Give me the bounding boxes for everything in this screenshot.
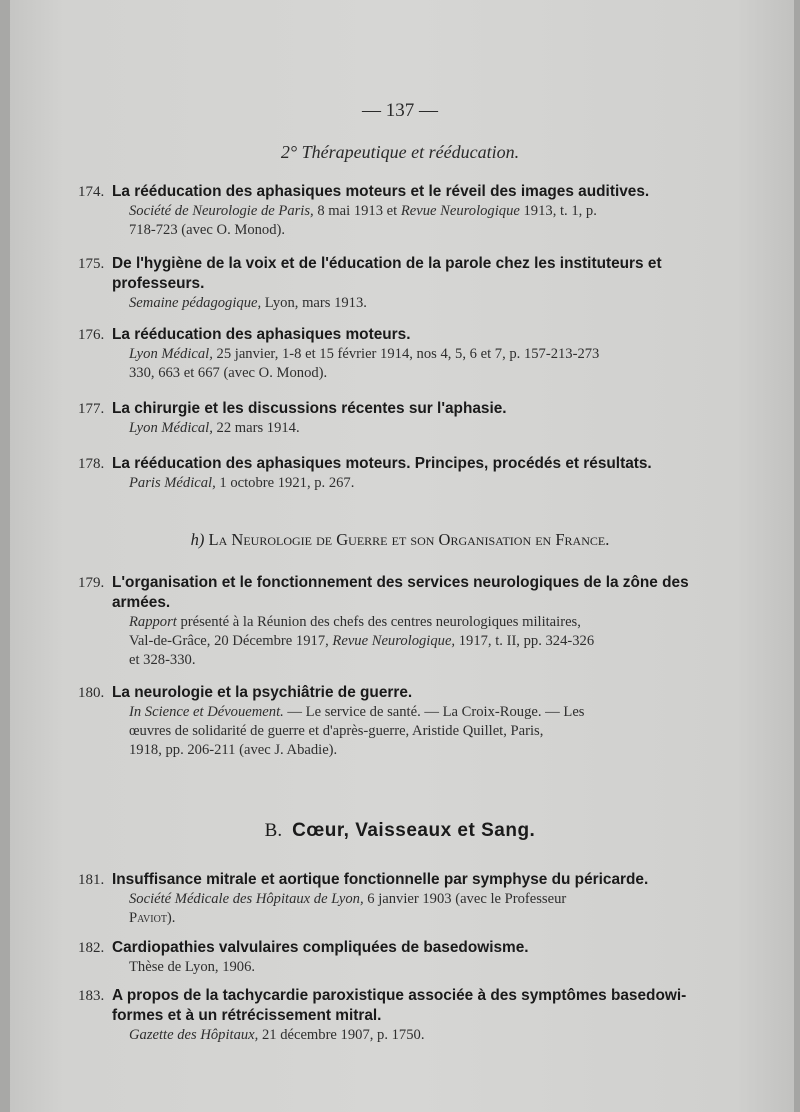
list-item — [78, 254, 698, 313]
list-item — [78, 870, 698, 928]
entry-number: 174. — [78, 184, 105, 200]
list-item — [78, 454, 698, 493]
page-shadow-left — [0, 0, 10, 1112]
entry-number: 179. — [78, 575, 105, 591]
entry-source-cont: 1918, pp. 206-211 (avec J. Abadie). — [129, 742, 338, 758]
entry-source: Lyon Médical, 22 mars 1914. — [129, 420, 300, 436]
section-heading-b: B. Cœur, Vaisseaux et Sang. — [264, 820, 536, 841]
entry-number: 181. — [78, 872, 105, 888]
entry-title-cont: armées. — [112, 594, 171, 611]
entry-number: 177. — [78, 401, 105, 417]
entry-title: Cardiopathies valvulaires compliquées de basedowisme. — [112, 939, 529, 956]
page-number: — 137 — — [362, 100, 438, 121]
entry-title-cont: formes et à un rétrécissement mitral. — [112, 1007, 382, 1024]
entry-number: 182. — [78, 940, 105, 956]
list-item — [78, 683, 698, 760]
list-item — [78, 182, 698, 240]
entry-number: 178. — [78, 456, 105, 472]
entry-source-cont: Val-de-Grâce, 20 Décembre 1917, Revue Neurologique, 1917, t. II, pp. 324-326 — [129, 633, 595, 649]
entry-title: De l'hygiène de la voix et de l'éducation de la parole chez les instituteurs et — [112, 255, 662, 272]
entry-number: 183. — [78, 988, 105, 1004]
entry-source: Lyon Médical, 25 janvier, 1-8 et 15 février 1914, nos 4, 5, 6 et 7, p. 157-213-273 — [129, 346, 600, 362]
page-shadow-right — [794, 0, 800, 1112]
entry-source-cont: et 328-330. — [129, 652, 196, 668]
entry-source-cont: Paviot). — [129, 910, 176, 926]
list-item — [78, 399, 698, 438]
entry-source-cont: œuvres de solidarité de guerre et d'après-guerre, Aristide Quillet, Paris, — [129, 723, 544, 739]
entry-source: Thèse de Lyon, 1906. — [129, 959, 256, 975]
entry-title: Insuffisance mitrale et aortique fonctionnelle par symphyse du péricarde. — [112, 871, 649, 888]
entry-title: A propos de la tachycardie paroxistique associée à des symptômes basedowi- — [112, 987, 687, 1004]
list-item — [78, 573, 698, 670]
entry-source: Société Médicale des Hôpitaux de Lyon, 6 janvier 1903 (avec le Professeur — [129, 891, 567, 907]
entry-source: In Science et Dévouement. — Le service de santé. — La Croix-Rouge. — Les — [129, 704, 585, 720]
section-heading-h: h) La Neurologie de Guerre et son Organisation en France. — [190, 530, 610, 549]
entry-title: La neurologie et la psychiâtrie de guerre. — [112, 684, 413, 701]
entry-source: Société de Neurologie de Paris, 8 mai 1913 et Revue Neurologique 1913, t. 1, p. — [129, 203, 597, 219]
entry-source: Paris Médical, 1 octobre 1921, p. 267. — [129, 475, 355, 491]
list-item — [78, 325, 698, 383]
entry-source: Gazette des Hôpitaux, 21 décembre 1907, p. 1750. — [129, 1027, 425, 1043]
entry-title: La rééducation des aphasiques moteurs et le réveil des images auditives. — [112, 183, 650, 200]
entry-title-cont: professeurs. — [112, 275, 205, 292]
entry-title: La rééducation des aphasiques moteurs. Principes, procédés et résultats. — [112, 455, 652, 472]
entry-title: La chirurgie et les discussions récentes sur l'aphasie. — [112, 400, 507, 417]
entry-number: 175. — [78, 256, 105, 272]
entry-number: 176. — [78, 327, 105, 343]
list-item — [78, 986, 698, 1045]
entry-source-cont: 330, 663 et 667 (avec O. Monod). — [129, 365, 328, 381]
entry-source-cont: 718-723 (avec O. Monod). — [129, 222, 286, 238]
entry-number: 180. — [78, 685, 105, 701]
entry-title: L'organisation et le fonctionnement des services neurologiques de la zône des — [112, 574, 689, 591]
entry-source: Semaine pédagogique, Lyon, mars 1913. — [129, 295, 367, 311]
entry-source: Rapport présenté à la Réunion des chefs des centres neurologiques militaires, — [129, 614, 581, 630]
list-item — [78, 938, 698, 977]
entry-title: La rééducation des aphasiques moteurs. — [112, 326, 411, 343]
section-subheading: 2° Thérapeutique et rééducation. — [280, 142, 520, 162]
